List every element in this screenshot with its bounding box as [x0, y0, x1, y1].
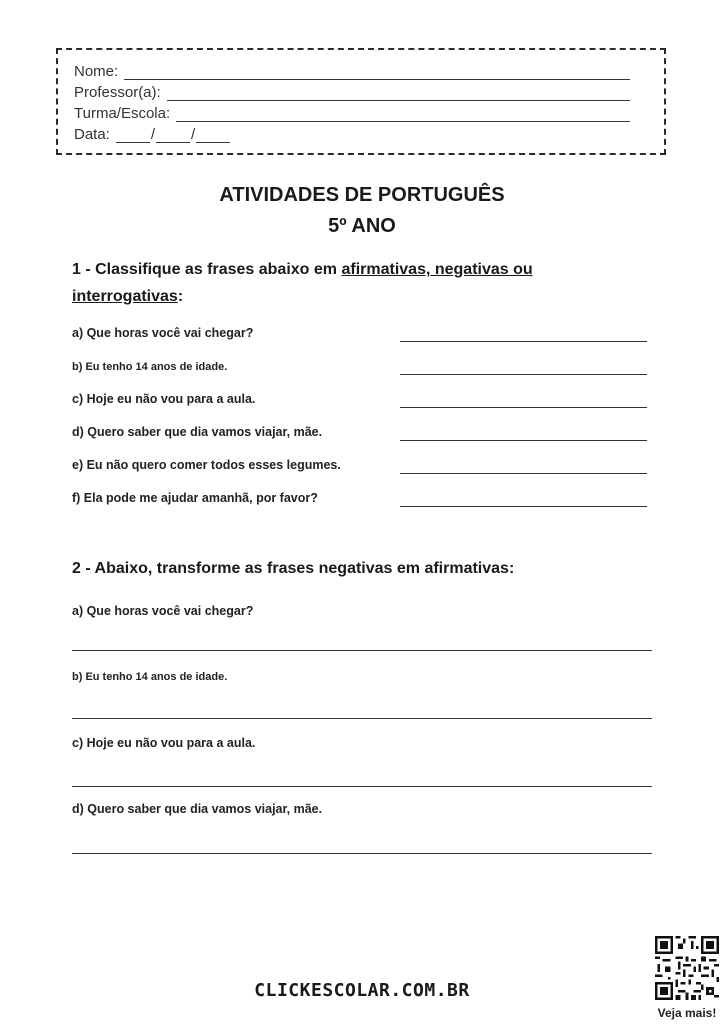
q1-prefix: 1 - Classifique as frases abaixo em — [72, 261, 342, 278]
page-title: ATIVIDADES DE PORTUGUÊS — [219, 184, 505, 206]
qr-code-icon[interactable] — [655, 936, 719, 1000]
q1-answer-line-e[interactable] — [400, 473, 647, 474]
turma-field[interactable] — [176, 106, 630, 122]
question-1-title — [72, 256, 632, 310]
q1-answer-line-c[interactable] — [400, 407, 647, 408]
data-month-field[interactable] — [156, 127, 190, 143]
qr-caption: Veja mais! — [657, 1006, 717, 1020]
q1-item-b: b) Eu tenho 14 anos de idade. — [72, 361, 228, 373]
data-row — [74, 123, 230, 143]
data-year-field[interactable] — [196, 127, 230, 143]
nome-row — [74, 60, 630, 80]
professor-field[interactable] — [167, 85, 630, 101]
q2-item-c: c) Hoje eu não vou para a aula. — [72, 736, 256, 750]
data-day-field[interactable] — [116, 127, 150, 143]
q2-item-d: d) Quero saber que dia vamos viajar, mãe. — [72, 802, 323, 816]
q2-item-a: a) Que horas você vai chegar? — [72, 604, 254, 618]
date-slash: / — [150, 126, 156, 143]
q1-answer-line-d[interactable] — [400, 440, 647, 441]
q2-answer-line-d[interactable] — [72, 853, 652, 854]
q1-item-c: c) Hoje eu não vou para a aula. — [72, 392, 256, 406]
q1-answer-line-a[interactable] — [400, 341, 647, 342]
professor-row — [74, 81, 630, 101]
q1-answer-line-b[interactable] — [400, 374, 647, 375]
professor-label: Professor(a): — [74, 84, 161, 101]
q1-underlined-1: afirmativas, negativas ou — [341, 261, 533, 278]
nome-label: Nome: — [74, 63, 119, 80]
q1-item-a: a) Que horas você vai chegar? — [72, 326, 254, 340]
q1-item-d: d) Quero saber que dia vamos viajar, mãe. — [72, 425, 323, 439]
q1-suffix: : — [177, 288, 184, 305]
q2-answer-line-b[interactable] — [72, 718, 652, 719]
q1-underlined-2: interrogativas — [72, 288, 178, 305]
student-info-box — [56, 48, 666, 155]
data-label: Data: — [74, 126, 110, 143]
date-slash: / — [191, 126, 196, 143]
question-2-title: 2 - Abaixo, transforme as frases negativas em afirmativas: — [72, 560, 515, 577]
turma-row — [74, 102, 630, 122]
turma-label: Turma/Escola: — [74, 105, 171, 122]
q1-item-e: e) Eu não quero comer todos esses legumes. — [72, 458, 341, 472]
q2-answer-line-a[interactable] — [72, 650, 652, 651]
q1-answer-line-f[interactable] — [400, 506, 647, 507]
q2-item-b: b) Eu tenho 14 anos de idade. — [72, 671, 228, 683]
page-subtitle: 5º ANO — [328, 215, 396, 237]
site-footer[interactable]: CLICKESCOLAR.COM.BR — [254, 980, 470, 1001]
q1-item-f: f) Ela pode me ajudar amanhã, por favor? — [72, 491, 318, 505]
nome-field[interactable] — [124, 64, 630, 80]
q2-answer-line-c[interactable] — [72, 786, 652, 787]
